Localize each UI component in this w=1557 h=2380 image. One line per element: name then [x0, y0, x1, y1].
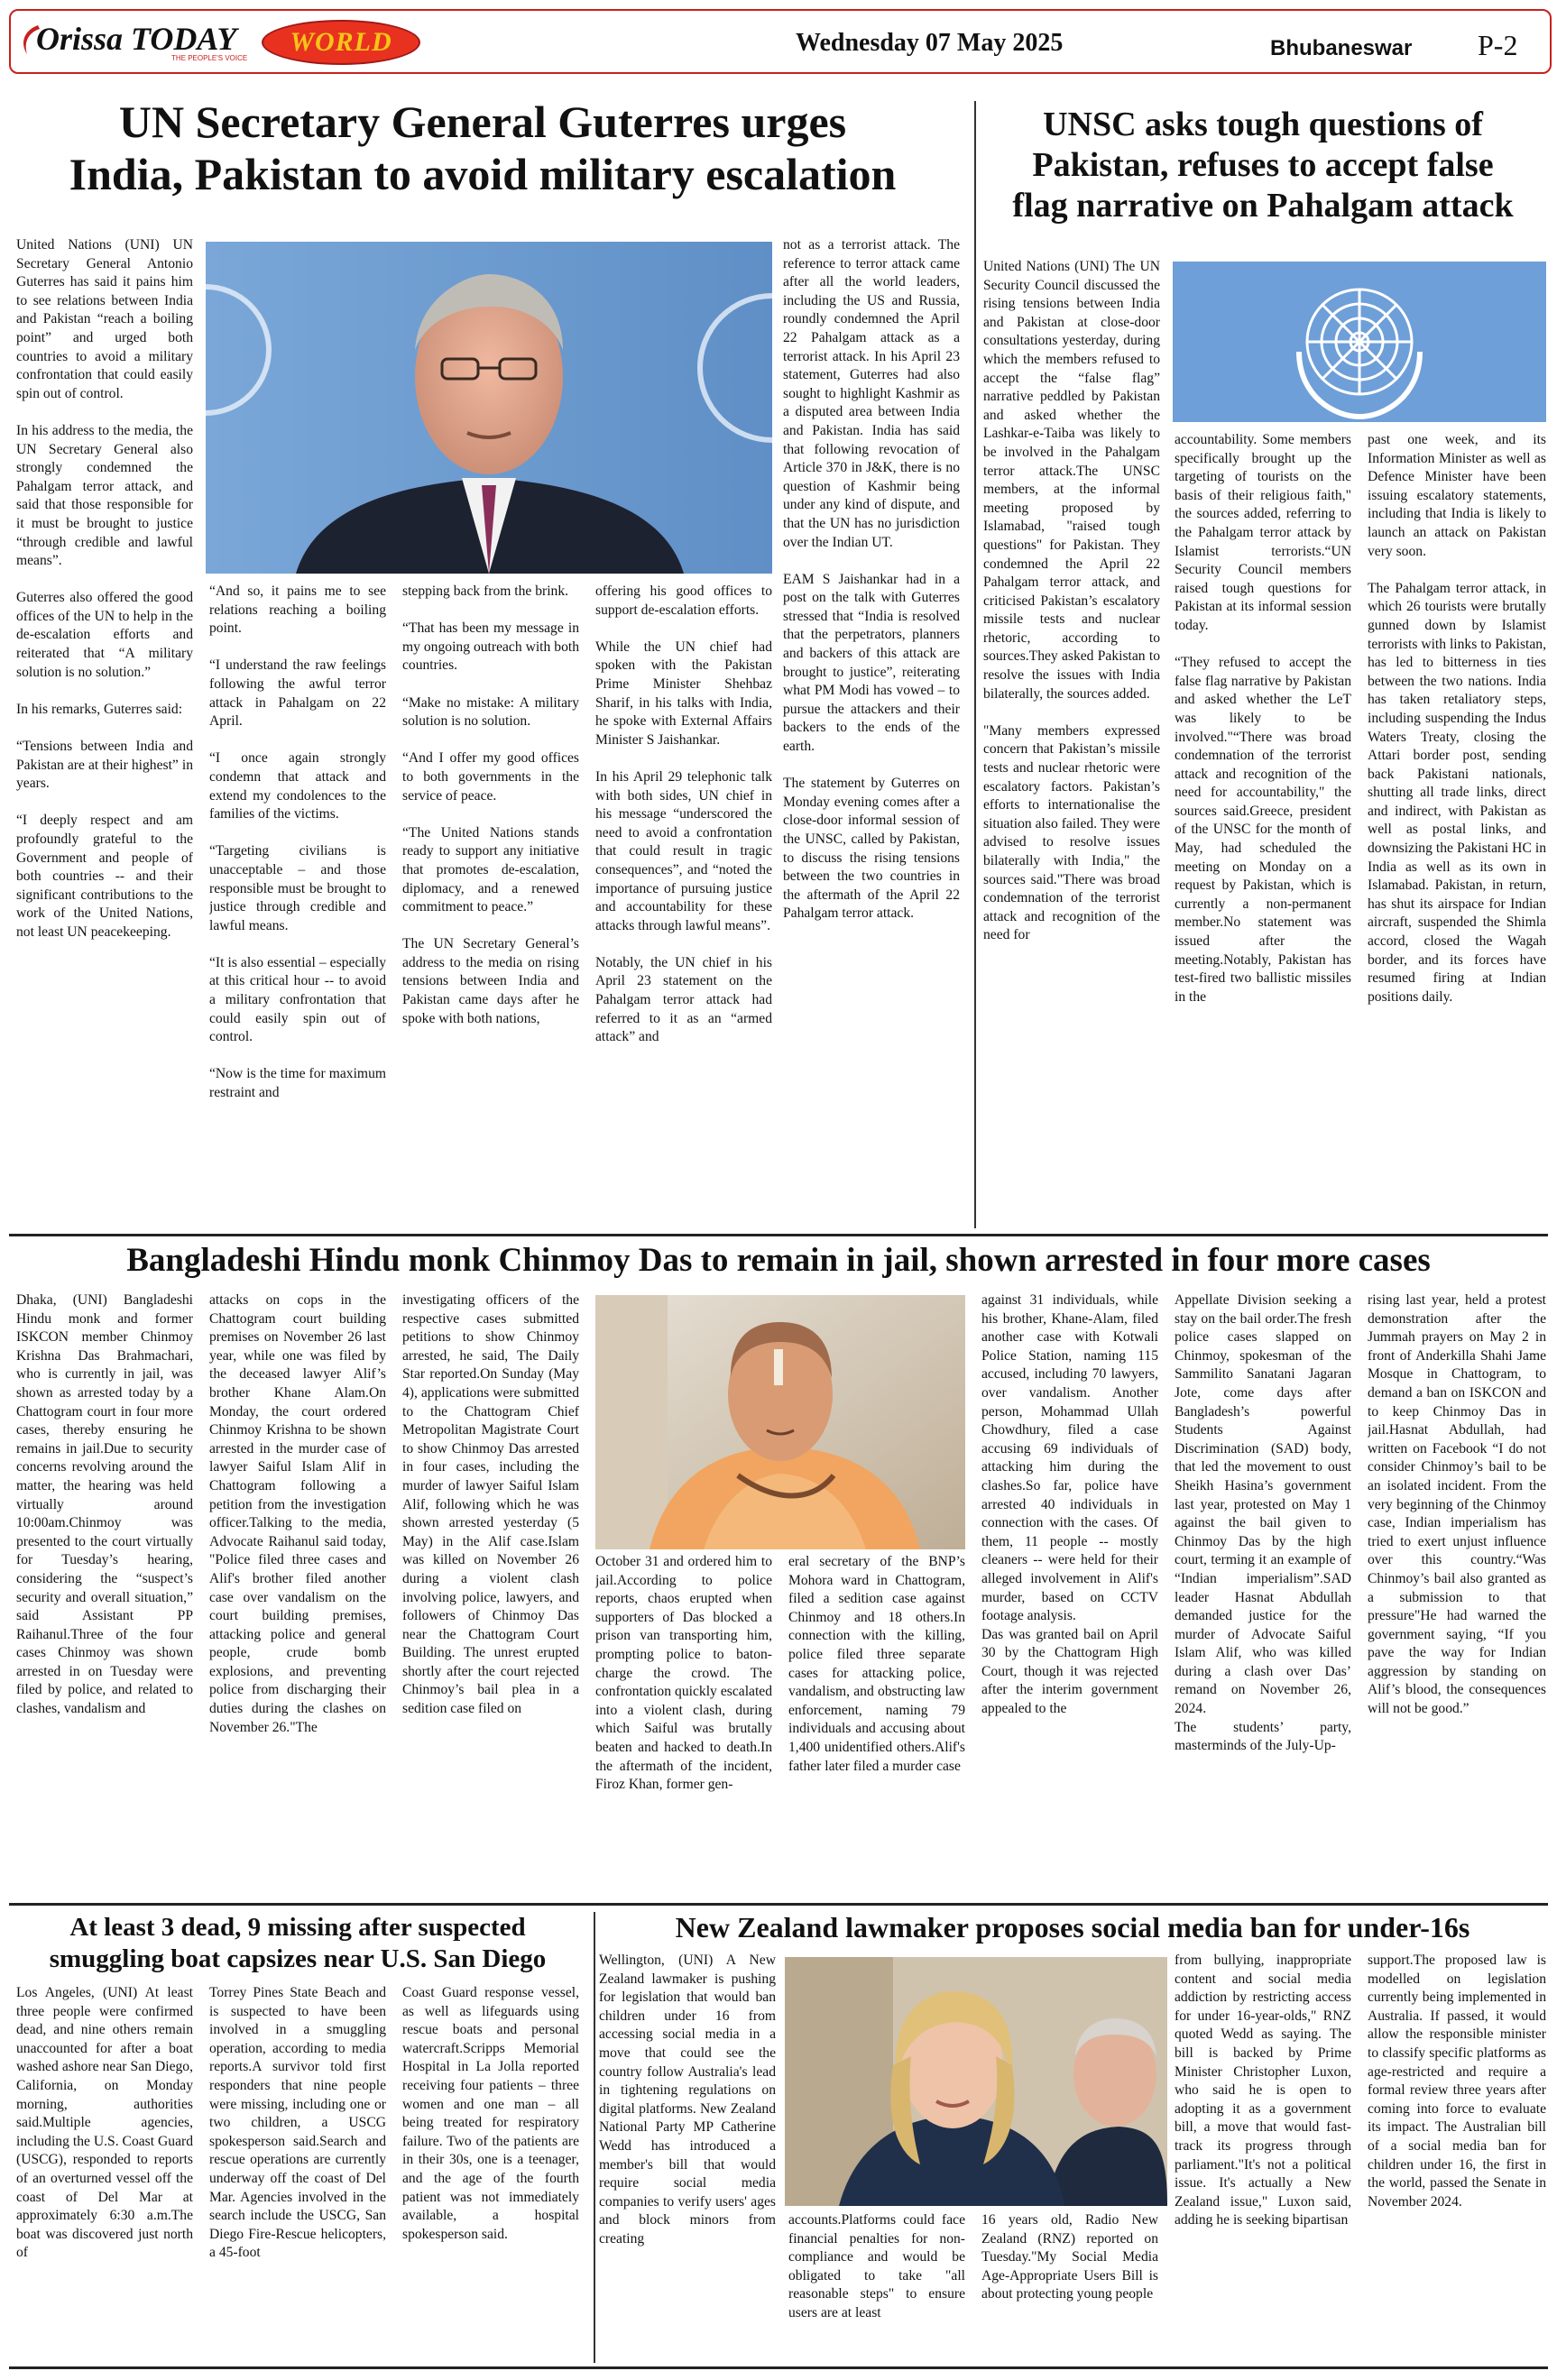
- story4-column-3: Coast Guard response vessel, as well as lifeguards using rescue boats and personal watercraft.Scripps Memorial Hospital in La Jolla reported receiving four patients – three women and one man – all being treated for respiratory failure. Two of the patients are in their 30s, one is a teenager, and the age of the fourth patient was not immediately available, a hospital spokesperson said.: [402, 1985, 579, 2242]
- wedd-luxon-photo-image: [785, 1957, 1167, 2206]
- guterres-photo: [206, 242, 772, 574]
- story2-headline: [983, 105, 1543, 225]
- story3-column-5: eral secretary of the BNP’s Mohora ward in Chattogram, filed a sedition case against Chinmoy and 18 others.In connection with the killing, police filed three separate cases for attacking police, vandalism, and obstructing law enforcement, naming 79 individuals and accusing about 1,400 unidentified others.Alif's father later filed a murder case: [788, 1554, 965, 1774]
- un-emblem-photo: [1173, 262, 1546, 422]
- story1-headline: [9, 97, 956, 198]
- story3-headline: Bangladeshi Hindu monk Chinmoy Das to remain in jail, shown arrested in four more cases: [126, 1242, 1431, 1279]
- column-divider: [974, 101, 976, 1228]
- story4-headline: [9, 1912, 586, 1976]
- story1-headline-line2: India, Pakistan to avoid military escalation: [69, 149, 897, 199]
- story4-column-1: Los Angeles, (UNI) At least three people were confirmed dead, and nine others remain unaccounted for after a boat washed ashore near San Diego, California, on Monday morning, authorities said.Multiple agencies, including the U.S. Coast Guard (USCG), responded to reports of an overturned vessel off the coast of Del Mar at approximately 6:30 a.m.The boat was discovered just north of: [16, 1985, 193, 2261]
- logo: [18, 18, 254, 65]
- column-divider-2: [594, 1912, 595, 2363]
- story5-headline: New Zealand lawmaker proposes social media ban for under-16s: [675, 1911, 1470, 1944]
- story4-headline-line2: smuggling boat capsizes near U.S. San Diego: [49, 1944, 547, 1974]
- un-emblem-icon: [1173, 262, 1546, 422]
- section-label: WORLD: [290, 27, 392, 57]
- story3-column-3: investigating officers of the respective cases submitted petitions to show Chinmoy arrested, he said, The Daily Star reported.On Sunday (May 4), applications were submitted to the Chattogram Chief Metropolitan Magistrate Court to show Chinmoy Das arrested in four cases, including the murder of lawyer Saiful Islam Alif, following which he was shown arrested yesterday (5 May) in the Alif case.Islam was killed on November 26 during a violent clash involving police, lawyers, and followers of Chinmoy Das near the Chattogram Court Building. The unrest erupted shortly after the court rejected Chinmoy’s bail plea in a sedition case filed on: [402, 1292, 579, 1717]
- story4-column-2: Torrey Pines State Beach and is suspected to have been involved in a smuggling operation, according to media reports.A survivor told first responders that nine people were missing, including one or two children, a USCG spokesperson said.Search and rescue operations are currently underway off the coast of Del Mar. Agencies involved in the search include the USCG, San Diego Fire-Rescue helicopters, a 45-foot: [209, 1985, 386, 2261]
- story5-column-3: 16 years old, Radio New Zealand (RNZ) reported on Tuesday."My Social Media Age-Appropriate Users Bill is about protecting young people: [981, 2212, 1158, 2302]
- story2-column-1: United Nations (UNI) The UN Security Council discussed the rising tensions between India and Pakistan at close-door consultations yesterday, during which the members refused to accept the “false flag” narrative peddled by Pakistan and asked whether the Lashkar-e-Taiba was likely to be involved in the Pahalgam terror attack.The UNSC members, at the informal meeting proposed by Islamabad, "raised tough questions" for Pakistan. They condemned the April 22 Pahalgam terror attack, and criticised Pakistan’s escalatory missile tests and nuclear rhetoric, according to sources.They asked Pakistan to resolve the issues with India bilaterally, the sources added. "Many members expressed concern that Pakistan’s missile tests and nuclear rhetoric were escalatory factors. Pakistan’s efforts to internationalise the situation also failed. They were advised to resolve issues bilaterally with India," the sources said."There was broad condemnation of the terrorist attack and recognition of the need for: [983, 259, 1160, 943]
- logo-text: Orissa TODAY: [36, 21, 237, 57]
- story3-column-8: rising last year, held a protest demonstration after the Jummah prayers on May 2 in front of Anderkilla Shahi Jame Mosque in Chattogram, to demand a ban on ISKCON and to keep Chinmoy Das in jail.Hasnat Abdullah, had written on Facebook “I do not consider Chinmoy’s bail to be an isolated incident. From the very beginning of the Chinmoy case, Indian imperialism has tried to exert unjust influence over this country.“Was Chinmoy’s bail also granted as a submission to that pressure"He had warned the government saying, “If you pave the way for Indian aggression by standing on Alif’s blood, the consequences will not be good.”: [1368, 1292, 1546, 1717]
- guterres-portrait-image: [206, 242, 772, 574]
- story5-column-2: accounts.Platforms could face financial penalties for non-compliance and would be obligated to take "all reasonable steps" to ensure users are at least: [788, 2212, 965, 2320]
- story5-column-1: Wellington, (UNI) A New Zealand lawmaker is pushing for legislation that would ban children under 16 from accessing social media in a move that could see the country follow Australia's lead in tightening regulations on digital platforms. New Zealand National Party MP Catherine Wedd has introduced a member's bill that would require social media companies to verify users' ages and block minors from creating: [599, 1953, 776, 2247]
- issue-date: Wednesday 07 May 2025: [796, 29, 1064, 57]
- story3-column-4: October 31 and ordered him to jail.According to police reports, chaos erupted when supporters of Das blocked a prison van transporting him, prompting police to baton-charge the crowd. The confrontation quickly escalated into a violent clash, during which Saiful was brutally beaten and hacked to death.In the aftermath of the incident, Firoz Khan, former gen-: [595, 1554, 772, 1793]
- story1-column-3: stepping back from the brink. “That has been my message in my ongoing outreach with both countries. “Make no mistake: A military solution is no solution. “And I offer my good offices to both governments in the service of peace. “The United Nations stands ready to support any initiative that promotes de-escalation, diplomacy, and a renewed commitment to peace.” The UN Secretary General’s address to the media on rising tensions between India and Pakistan came days after he spoke with both nations,: [402, 584, 579, 1026]
- story4-headline-line1: At least 3 dead, 9 missing after suspected: [69, 1913, 526, 1942]
- story3-column-2: attacks on cops in the Chattogram court building premises on November 26 last year, while one was filed by the deceased lawyer Alif’s brother Khane Alam.On Monday, the court ordered Chinmoy Krishna to be shown arrested in the murder case of lawyer Saiful Islam Alif in Chattogram following a petition from the investigation officer.Talking to the media, Advocate Raihanul said today, "Police filed three cases and Alif's brother filed another case over vandalism on the court building premises, attacking police and general people, crude bomb explosions, and preventing police from discharging their duties during the clashes on November 26."The: [209, 1292, 386, 1735]
- story5-column-5: support.The proposed law is modelled on legislation currently being implemented in Australia. If passed, it would allow the responsible minister to classify specific platforms as age-restricted and require a formal review three years after coming into force to evaluate its impact. The Australian bill of a social media ban for children under 16, the first in the world, passed the Senate in November 2024.: [1368, 1953, 1546, 2210]
- monk-portrait-image: [595, 1295, 965, 1549]
- story1-headline-line1: UN Secretary General Guterres urges: [118, 96, 847, 147]
- story3-column-1: Dhaka, (UNI) Bangladeshi Hindu monk and former ISKCON member Chinmoy Krishna Das Brahmachari, who is currently in jail, was shown as arrested today by a Chattogram court in four more cases, thereby ensuring he remains in jail.Due to security concerns revolving around the matter, the hearing was held virtually around 10:00am.Chinmoy was presented to the court virtually for Tuesday’s hearing, considering the “suspect’s security and overall situation,” said Assistant PP Raihanul.Three of the four cases Chinmoy was shown arrested in on Tuesday were filed by police, and related to clashes, vandalism and: [16, 1292, 193, 1717]
- page-number: P-2: [1478, 29, 1518, 61]
- story1-column-2: “And so, it pains me to see relations reaching a boiling point. “I understand the raw feelings following the awful terror attack in Pahalgam on 22 April. “I once again strongly condemn that attack and extend my condolences to the families of the victims. “Targeting civilians is unacceptable – and those responsible must be brought to justice through credible and lawful means. “It is also essential – especially at this critical hour -- to avoid a military confrontation that could easily spin out of control. “Now is the time for maximum restraint and: [209, 584, 386, 1101]
- story2-headline-line1: UNSC asks tough questions of: [1043, 106, 1483, 143]
- section-badge: [262, 20, 420, 65]
- section-rule-1: [9, 1234, 1548, 1236]
- story3-column-7: Appellate Division seeking a stay on the bail order.The fresh police cases slapped on Chinmoy, spokesman of the Sammilito Sanatani Jagaran Jote, come days after Bangladesh’s powerful Students Against Discrimination (SAD) body, that led the movement to oust Sheikh Hasina’s government last year, protested on May 1 against the bail given to Chinmoy Das by the high court, terming it an example of “Indian imperialism”.SAD leader Hasnat Abdullah demanded justice for the murder of Advocate Saiful Islam Alif, who was killed during a clash over Das’ remand on November 26, 2024. The students’ party, masterminds of the July-Up-: [1175, 1292, 1351, 1754]
- story5-column-4: from bullying, inappropriate content and social media addiction by restricting access for under 16-year-olds," RNZ quoted Wedd as saying. The bill is backed by Prime Minister Christopher Luxon, who said he is open to adopting it as a government bill, a move that would fast-track its progress through parliament."It's not a political issue. It's actually a New Zealand issue," Luxon said, adding he is seeking bipartisan: [1175, 1953, 1351, 2228]
- story2-column-2: accountability. Some members specifically brought up the targeting of tourists on the basis of their religious faith," the sources added, referring to the Pahalgam terror attack by Islamist terrorists.“UN Security Council members raised tough questions for Pakistan at its informal session today. “They refused to accept the false flag narrative by Pakistan and asked whether the LeT was likely to be involved."“There was broad condemnation of the terrorist attack and recognition of the need for accountability," the sources said.Greece, president of the UNSC for the month of May, had scheduled the meeting on Monday on a request by Pakistan, which is currently a non-permanent member.No statement was issued after the meeting.Notably, Pakistan has test-fired two ballistic missiles in the: [1175, 432, 1351, 1005]
- story1-column-1: United Nations (UNI) UN Secretary General Antonio Guterres has said it pains him to see relations between India and Pakistan “reach a boiling point” and urged both countries to avoid a military confrontation that could easily spin out of control. In his address to the media, the UN Secretary General also strongly condemned the Pahalgam terror attack, and said that those responsible for it must be brought to justice “through credible and lawful means”. Guterres also offered the good offices of the UN to help in the de-escalation efforts and reiterated that “A military solution is no solution.” In his remarks, Guterres said: “Tensions between India and Pakistan are at their highest” in years. “I deeply respect and am profoundly grateful to the Government and people of both countries -- and their significant contributions to the work of the United Nations, not least UN peacekeeping.: [16, 237, 193, 940]
- nz-lawmaker-photo: [785, 1957, 1167, 2206]
- chinmoy-das-photo: [595, 1295, 965, 1549]
- logo-tagline: THE PEOPLE'S VOICE: [171, 54, 248, 62]
- story1-column-4: offering his good offices to support de-escalation efforts. While the UN chief had spoken with the Pakistan Prime Minister Shehbaz Sharif, in his talks with India, he spoke with External Affairs Minister S Jaishankar. In his April 29 telephonic talk with both sides, UN chief in his message “underscored the need to avoid a confrontation that could result in tragic consequences”, and “noted the importance of pursuing justice and accountability for these attacks through lawful means”. Notably, the UN chief in his April 23 statement on the Pahalgam terror attack had referred to it as an “armed attack” and: [595, 584, 772, 1045]
- masthead: [9, 9, 1552, 74]
- story3-column-6: against 31 individuals, while his brother, Khane-Alam, filed another case with Kotwali Police Station, naming 115 accused, including 70 lawyers, over vandalism. Another person, Mohammad Ullah Chowdhury, filed a case accusing 69 individuals of attacking him during the clashes.So far, police have arrested 40 individuals in connection with the cases. Of them, 11 people -- mostly cleaners -- were held for their alleged involvement in Alif's murder, based on CCTV footage analysis. Das was granted bail on April 30 by the Chattogram High Court, though it was rejected after the interim government appealed to the: [981, 1292, 1158, 1717]
- section-rule-2: [9, 1903, 1548, 1906]
- story1-column-5: not as a terrorist attack. The reference to terror attack came after all the world leaders, including the US and Russia, roundly condemned the April 22 Pahalgam attack as a terrorist attack. In his April 23 statement, Guterres had also sought to highlight Kashmir as a disputed area between India and Pakistan. India has said that following revocation of Article 370 in J&K, there is no question of Kashmir being under any kind of dispute, and that the UN has no jurisdiction over the Indian UT. EAM S Jaishankar had in a post on the talk with Guterres stressed that “India is resolved that the perpetrators, planners and backers of this attack are brought to justice”, reiterating what PM Modi has vowed – to pursue the attackers and their backers to the ends of the earth. The statement by Guterres on Monday evening comes after a close-door informal session of the UNSC, called by Pakistan, to discuss the rising tensions between the two countries in the aftermath of the April 22 Pahalgam terror attack.: [783, 237, 960, 922]
- story2-column-3: past one week, and its Information Minister as well as Defence Minister have been issuing escalatory statements, including that India is likely to launch an attack on Pakistan very soon. The Pahalgam terror attack, in which 26 tourists were brutally gunned down by Islamist terrorists with links to Pakistan, has led to bitterness in ties between the two nations. India has taken retaliatory steps, including suspending the Indus Waters Treaty, closing the Attari border post, sending back Pakistani nationals, shutting all trade links, direct and indirect, with Pakistan as well as postal links, and downsizing the Pakistani HC in India as well as its own in Islamabad. Pakistan, in return, has shut its airspace for Indian aircraft, suspended the Shimla accord, closed the Wagah border, and its forces have resumed firing at Indian positions daily.: [1368, 432, 1546, 1005]
- story2-headline-line3: flag narrative on Pahalgam attack: [1012, 186, 1514, 225]
- story2-headline-line2: Pakistan, refuses to accept false: [1032, 145, 1494, 184]
- issue-city: Bhubaneswar: [1270, 36, 1413, 60]
- footer-rule: [9, 2366, 1548, 2369]
